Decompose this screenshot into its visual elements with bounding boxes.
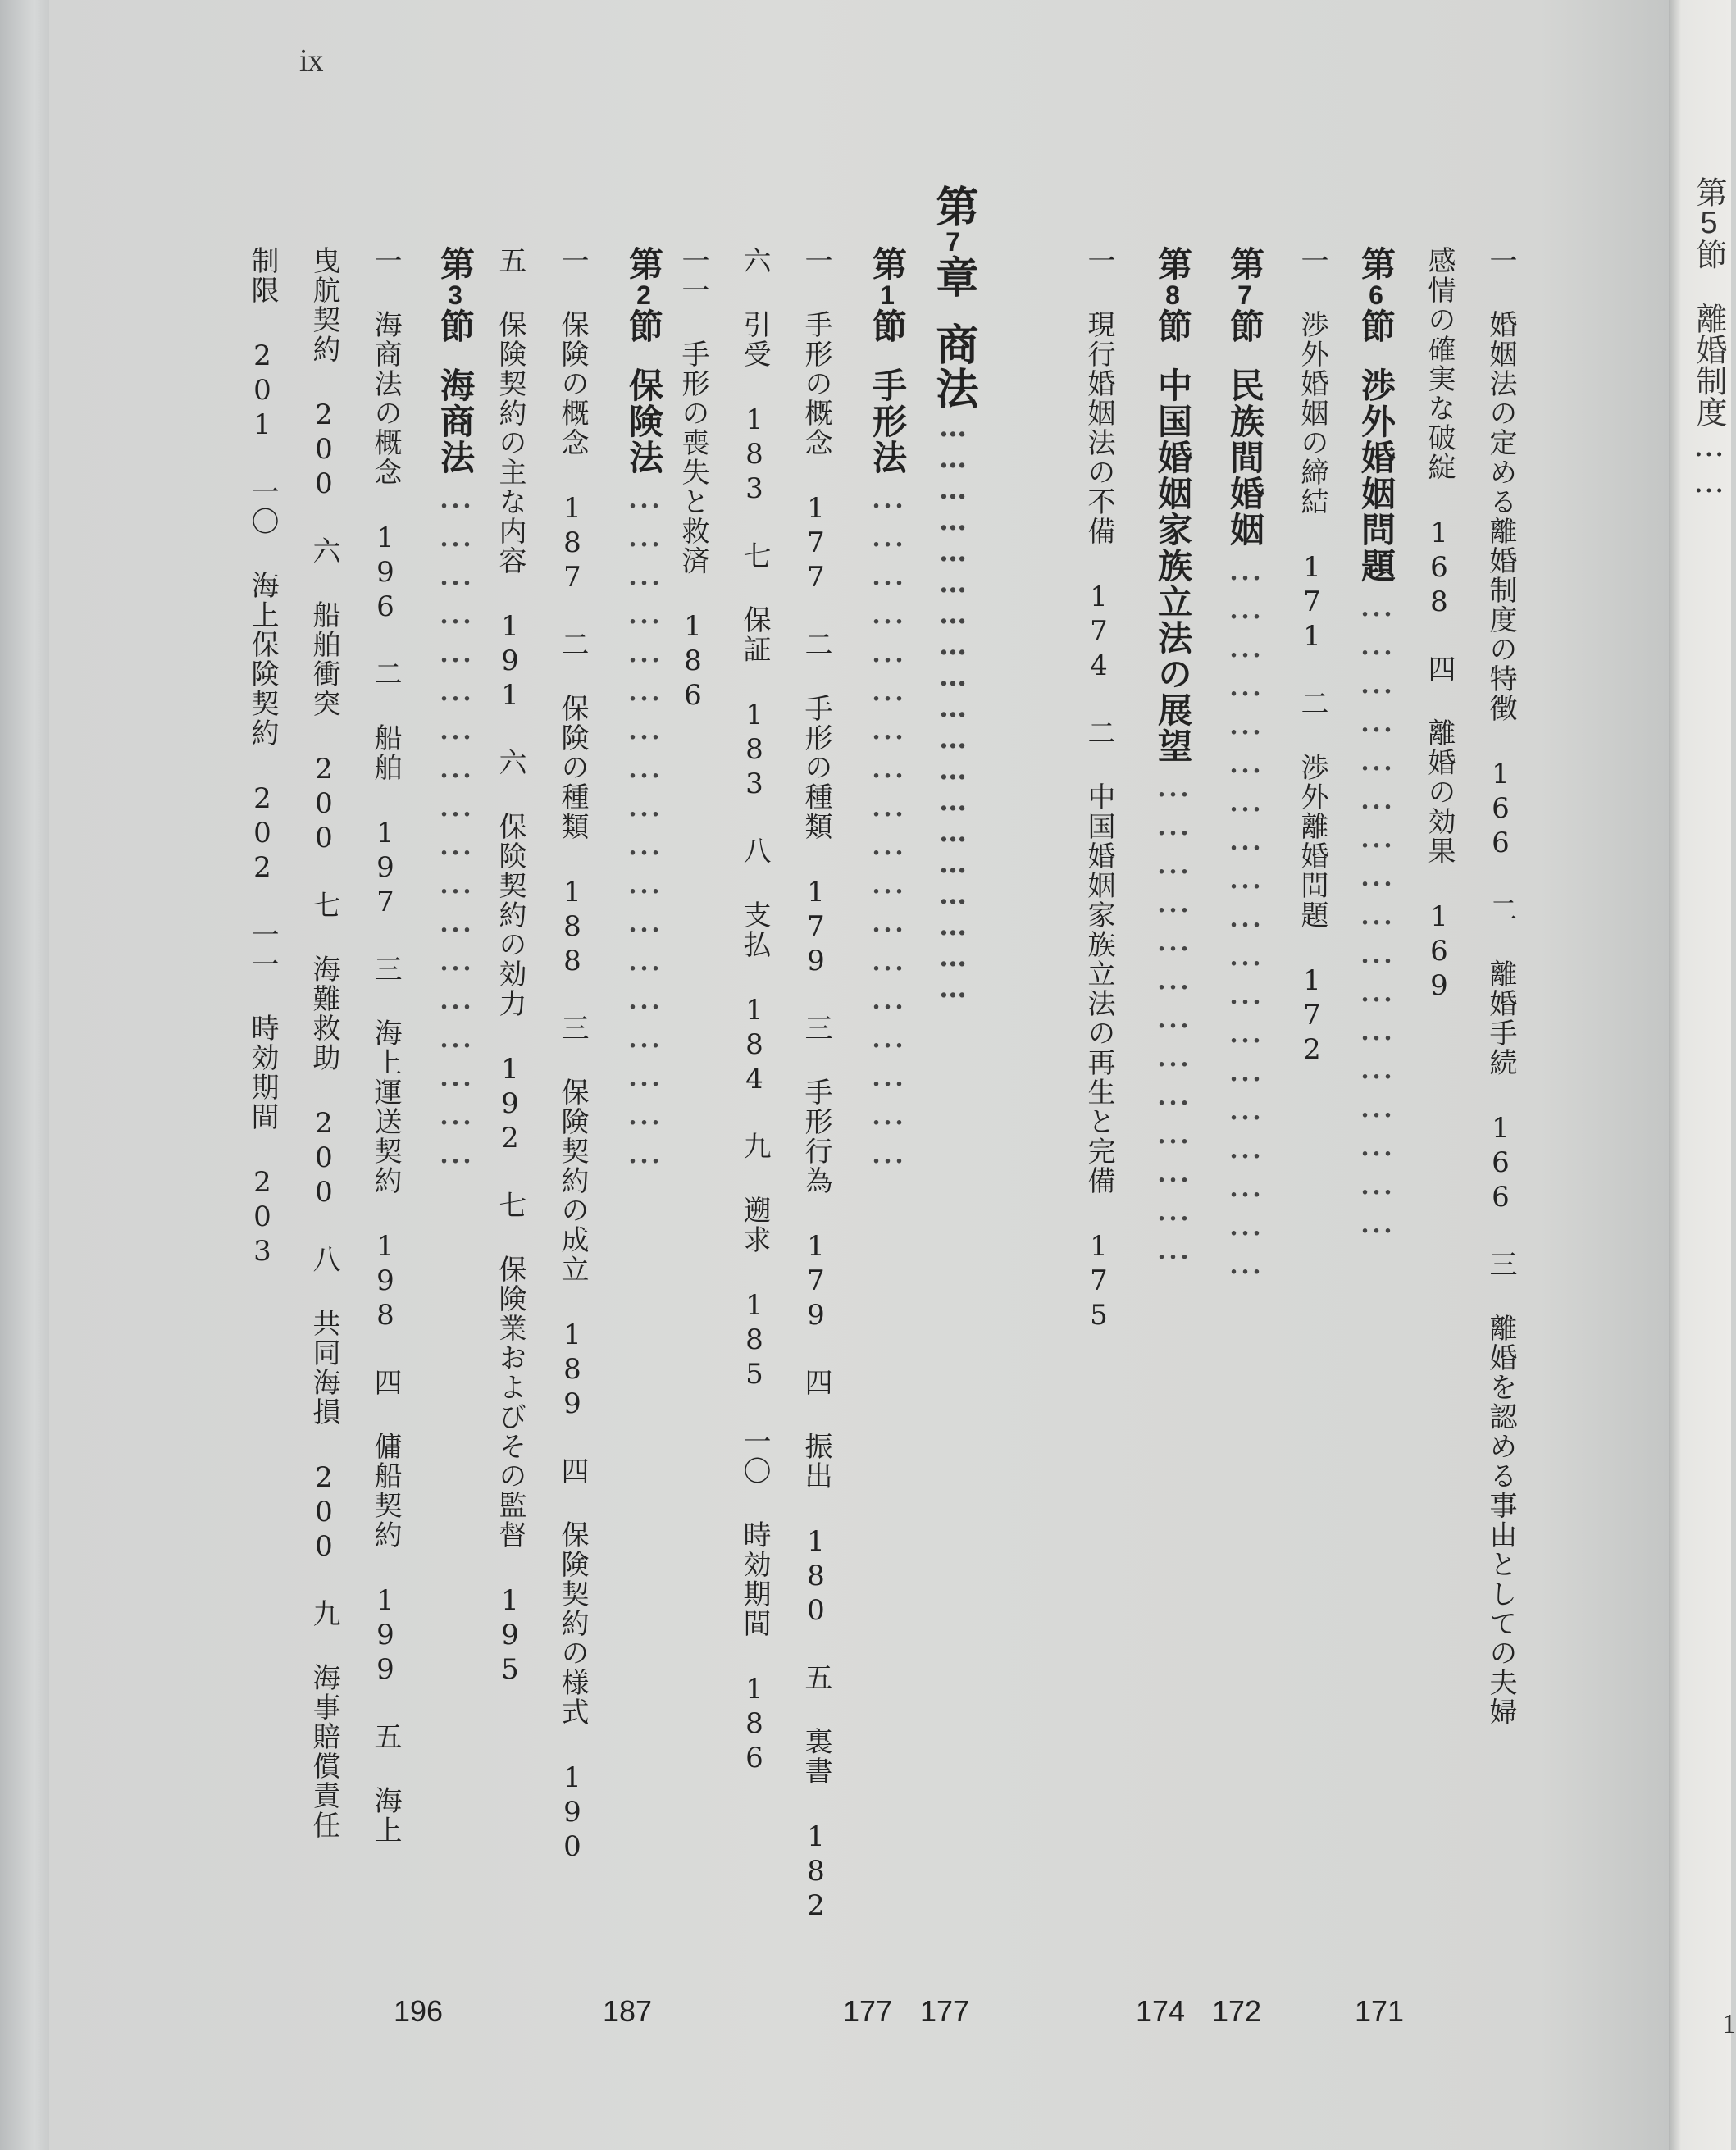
toc-item-line: 制限 201 一〇 海上保険契約 202 一一 時効期間 203 [246,246,279,1269]
toc-item-line: 一 現行婚姻法の不備 174 二 中国婚姻家族立法の再生と完備 175 [1082,246,1115,1333]
section-6-page: 171 [1355,1994,1405,2028]
section-7-page: 172 [1212,1994,1262,2028]
adjacent-page-heading: 第5節離婚制度…… [1691,176,1727,499]
toc-item-line: 感情の確実な破綻 168 四 離婚の効果 169 [1423,246,1456,1004]
toc-item-line: 一一 手形の喪失と救済 186 [677,246,709,713]
section-1-page: 177 [843,1994,893,2028]
adjacent-page-number: 1 [1722,2009,1736,2039]
section-8-page: 174 [1136,1994,1186,2028]
section-heading-3: 第3節海商法……………………………………………… [435,246,476,1169]
page-number: ix [299,43,324,78]
section-heading-8: 第8節中国婚姻家族立法の展望………………………………… [1153,246,1193,1265]
section-2-page: 187 [603,1994,653,2028]
toc-item-line: 一 手形の概念 177 二 手形の種類 179 三 手形行為 179 四 振出 180 五 裏書 182 [800,246,832,1924]
section-heading-6: 第6節渉外婚姻問題…………………………………………… [1356,246,1397,1239]
toc-item-line: 一 保険の概念 187 二 保険の種類 188 三 保険契約の成立 189 四 保険契約の様式 190 [556,246,589,1865]
section-3-page: 196 [394,1994,444,2028]
left-book-edge [0,0,49,2150]
toc-item-line: 六 引受 183 七 保証 183 八 支払 184 九 遡求 185 一〇 時効期間 186 [738,246,771,1776]
toc-item-line: 一 婚姻法の定める離婚制度の特徴 166 二 離婚手続 166 三 離婚を認める事由としての夫婦 [1484,246,1517,1727]
toc-item-line: 一 海商法の概念 196 二 船舶 197 三 海上運送契約 198 四 傭船契約 199 五 海上 [369,246,402,1845]
chapter-7-page: 177 [920,1994,970,2028]
toc-item-line: 曳航契約 200 六 船舶衝突 200 七 海難救助 200 八 共同海損 200 九 海事賠償責任 [308,246,340,1840]
chapter-heading-7: 第7章商法………………………………………………… [928,184,978,1003]
toc-item-line: 一 渉外婚姻の締結 171 二 渉外離婚問題 172 [1296,246,1328,1068]
section-heading-2: 第2節保険法……………………………………………… [624,246,664,1169]
toc-item-line: 五 保険契約の主な内容 191 六 保険契約の効力 192 七 保険業およびその監督 195 [494,246,526,1688]
section-heading-7-minzoku: 第7節民族間婚姻………………………………………………… [1225,246,1265,1280]
section-heading-1: 第1節手形法……………………………………………… [868,246,908,1169]
